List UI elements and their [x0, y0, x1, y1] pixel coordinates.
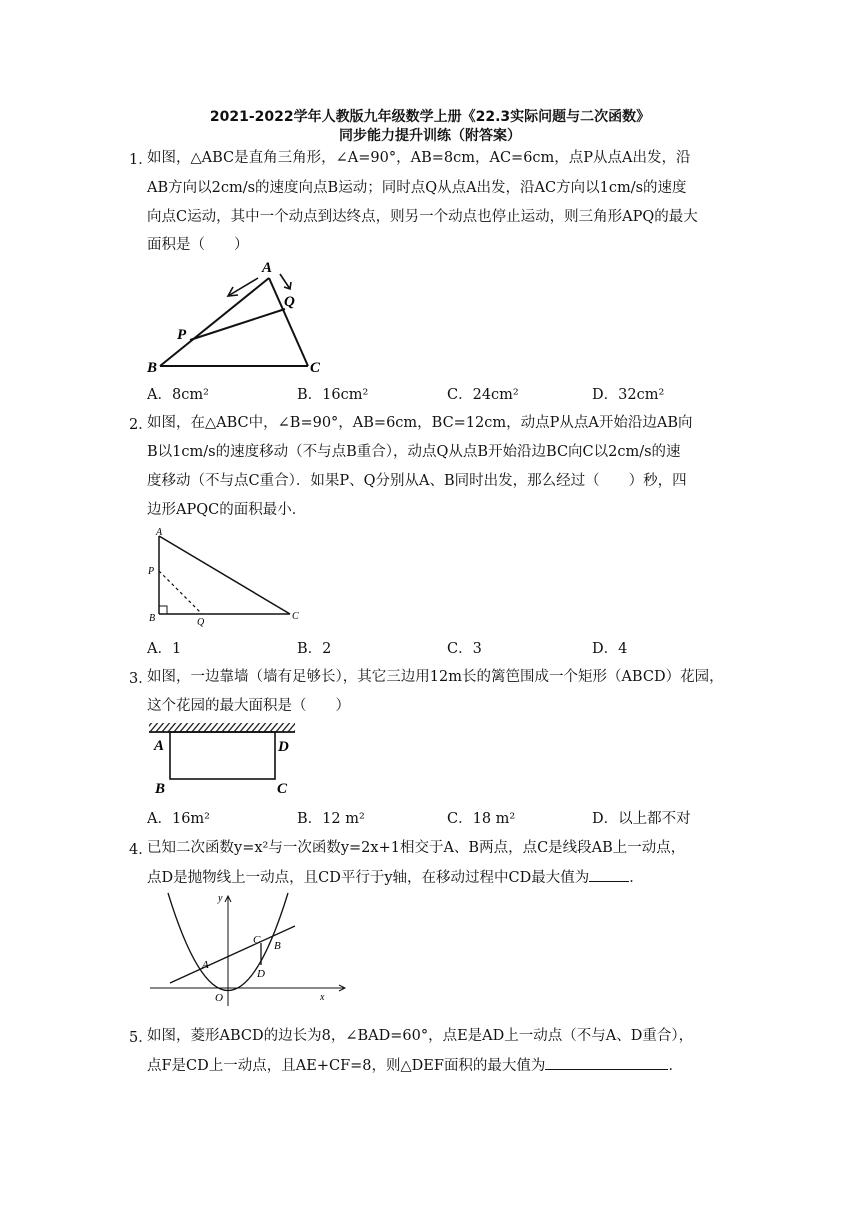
- label-o: O: [215, 992, 223, 1004]
- triangle-apq-figure: [140, 256, 340, 376]
- question-number: 2．: [129, 417, 153, 433]
- label-b: B: [147, 360, 158, 376]
- option-a[interactable]: A．1: [147, 641, 182, 657]
- label-y: y: [218, 893, 223, 904]
- question-text-line: 如图，一边靠墙（墙有足够长），其它三边用12m长的篱笆围成一个矩形（ABCD）花园，: [147, 669, 724, 685]
- label-q: Q: [197, 617, 205, 628]
- label-c: C: [292, 611, 299, 622]
- question-text-line: 已知二次函数y=x²与一次函数y=2x+1相交于A、B两点，点C是线段AB上一动点，: [147, 840, 686, 856]
- label-b: B: [149, 613, 156, 624]
- question-text: 点D是抛物线上一动点，且CD平行于y轴，在移动过程中CD最大值为: [147, 870, 590, 886]
- page-title: 2021-2022学年人教版九年级数学上册《22.3实际问题与二次函数》: [209, 109, 651, 125]
- question-text-line-with-blank: [147, 867, 644, 888]
- option-c[interactable]: C．18 m²: [447, 811, 516, 827]
- question-text-line: AB方向以2cm/s的速度向点B运动；同时点Q从点A出发，沿AC方向以1cm/s的速度: [147, 180, 687, 196]
- option-d[interactable]: D．4: [592, 641, 628, 657]
- label-b: B: [274, 940, 281, 952]
- question-text-line: 这个花园的最大面积是（ ）: [147, 698, 350, 714]
- right-triangle-figure: [140, 525, 315, 630]
- option-c[interactable]: C．24cm²: [447, 387, 519, 403]
- label-c: C: [277, 781, 288, 797]
- label-p: P: [177, 327, 187, 343]
- label-c: C: [253, 934, 261, 946]
- page-subtitle: 同步能力提升训练（附答案）: [339, 128, 521, 144]
- question-text-line: 如图，在△ABC中，∠B=90°，AB=6cm，BC=12cm，动点P从点A开始沿边AB向: [147, 415, 693, 431]
- answer-blank[interactable]: [545, 1055, 668, 1070]
- question-text-end: ．: [668, 1058, 683, 1074]
- option-b[interactable]: B．2: [297, 641, 332, 657]
- label-a: A: [202, 959, 209, 971]
- question-text-line: B以1cm/s的速度移动（不与点B重合），动点Q从点B开始沿边BC向C以2cm/s的速: [147, 444, 681, 460]
- option-b[interactable]: B．12 m²: [297, 811, 365, 827]
- option-d[interactable]: D．以上都不对: [592, 811, 691, 827]
- question-text-end: ．: [629, 870, 644, 886]
- option-d[interactable]: D．32cm²: [592, 387, 665, 403]
- label-a: A: [262, 260, 273, 276]
- label-a: A: [154, 738, 165, 754]
- label-a: A: [156, 527, 163, 538]
- option-a[interactable]: A．16m²: [147, 811, 210, 827]
- question-number: 4．: [129, 842, 153, 858]
- option-a[interactable]: A．8cm²: [147, 387, 209, 403]
- question-number: 3．: [129, 671, 153, 687]
- question-text-line: 如图，△ABC是直角三角形，∠A=90°，AB=8cm，AC=6cm，点P从点A出发，沿: [147, 150, 691, 166]
- question-number: 5．: [129, 1030, 153, 1046]
- question-text-line-with-blank: [147, 1055, 683, 1076]
- label-b: B: [155, 781, 166, 797]
- question-text: 点F是CD上一动点，且AE+CF=8，则△DEF面积的最大值为: [147, 1058, 546, 1074]
- question-text-line: 如图，菱形ABCD的边长为8，∠BAD=60°，点E是AD上一动点（不与A、D重合），: [147, 1028, 694, 1044]
- label-d: D: [278, 739, 289, 755]
- question-text-line: 向点C运动，其中一个动点到达终点，则另一个动点也停止运动，则三角形APQ的最大: [147, 209, 698, 225]
- option-b[interactable]: B．16cm²: [297, 387, 369, 403]
- label-c: C: [310, 360, 321, 376]
- garden-figure: [140, 720, 305, 800]
- question-text-line: 度移动（不与点C重合）．如果P、Q分别从A、B同时出发，那么经过（ ）秒，四: [147, 473, 687, 489]
- label-d: D: [257, 968, 265, 980]
- parabola-line-figure: [140, 888, 350, 1010]
- question-number: 1．: [129, 152, 153, 168]
- label-q: Q: [284, 294, 295, 310]
- question-text-line: 边形APQC的面积最小．: [147, 502, 307, 518]
- label-p: P: [148, 566, 155, 577]
- answer-blank[interactable]: [589, 867, 629, 882]
- question-text-line: 面积是（ ）: [147, 237, 249, 253]
- label-x: x: [320, 992, 325, 1003]
- option-c[interactable]: C．3: [447, 641, 482, 657]
